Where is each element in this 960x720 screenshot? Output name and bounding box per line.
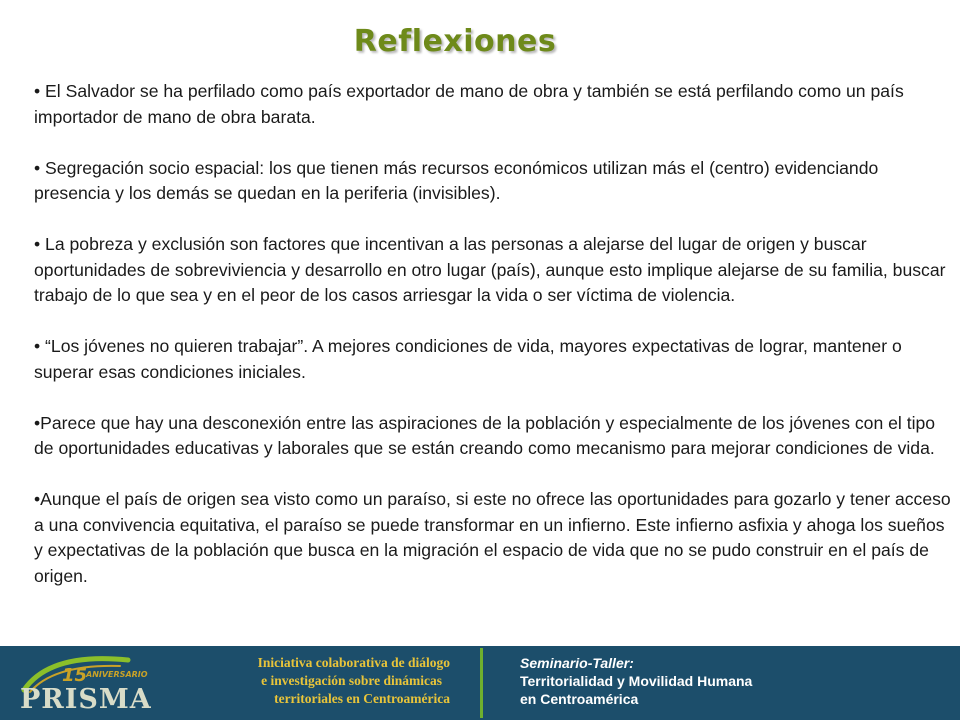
initiative-line: territoriales en Centroamérica	[274, 691, 450, 706]
initiative-line: e investigación sobre dinámicas	[261, 673, 442, 688]
paragraph-paraiso: •Aunque el país de origen sea visto como un paraíso, si este no ofrece las oportunidades para gozarlo y tener acceso a una convivencia equitativa, el paraíso se puede transformar en un infierno. Este infierno asfixia y ahoga los sueños y expectativas de la población que busca en la migración el espacio de vida que no se pudo construir en el país de origen.	[34, 489, 951, 586]
footer-divider	[480, 648, 483, 718]
initiative-text	[160, 654, 450, 708]
paragraph-desconexion: •Parece que hay una desconexión entre las aspiraciones de la población y especialmente de los jóvenes con el tipo de oportunidades educativas y laborales que se están creando como mecanismo para mejorar condiciones de vida.	[34, 412, 936, 458]
logo-anniversary-number: 15	[62, 665, 88, 686]
slide-title: Reflexiones	[353, 24, 557, 59]
seminar-info	[520, 654, 940, 708]
paragraph-exportador: • El Salvador se ha perfilado como país exportador de mano de obra y también se está perfilando como un país importador de mano de obra barata.	[34, 81, 904, 127]
logo-anniversary-label: ANIVERSARIO	[86, 670, 148, 679]
slide-body	[34, 79, 952, 615]
paragraph-jovenes: • “Los jóvenes no quieren trabajar”. A mejores condiciones de vida, mayores expectativas de lograr, mantener o superar esas condiciones iniciales.	[34, 336, 902, 382]
initiative-line: Iniciativa colaborativa de diálogo	[257, 655, 450, 670]
seminar-label: Seminario-Taller:	[520, 655, 634, 671]
seminar-title-line: Territorialidad y Movilidad Humana	[520, 673, 753, 689]
seminar-title-line: en Centroamérica	[520, 691, 639, 707]
logo-wordmark: PRISMA	[20, 684, 152, 715]
footer-bar	[0, 646, 960, 720]
paragraph-segregacion: • Segregación socio espacial: los que tienen más recursos económicos utilizan más el (centro) evidenciando presencia y los demás se quedan en la periferia (invisibles).	[34, 157, 879, 203]
prisma-logo	[10, 650, 160, 716]
paragraph-pobreza: • La pobreza y exclusión son factores que incentivan a las personas a alejarse del lugar de origen y buscar oportunidades de sobreviviencia y desarrollo en otro lugar (país), aunque esto implique alejarse de su familia, buscar trabajo de lo que sea y en el peor de los casos arriesgar la vida o ser víctima de violencia.	[34, 234, 946, 305]
